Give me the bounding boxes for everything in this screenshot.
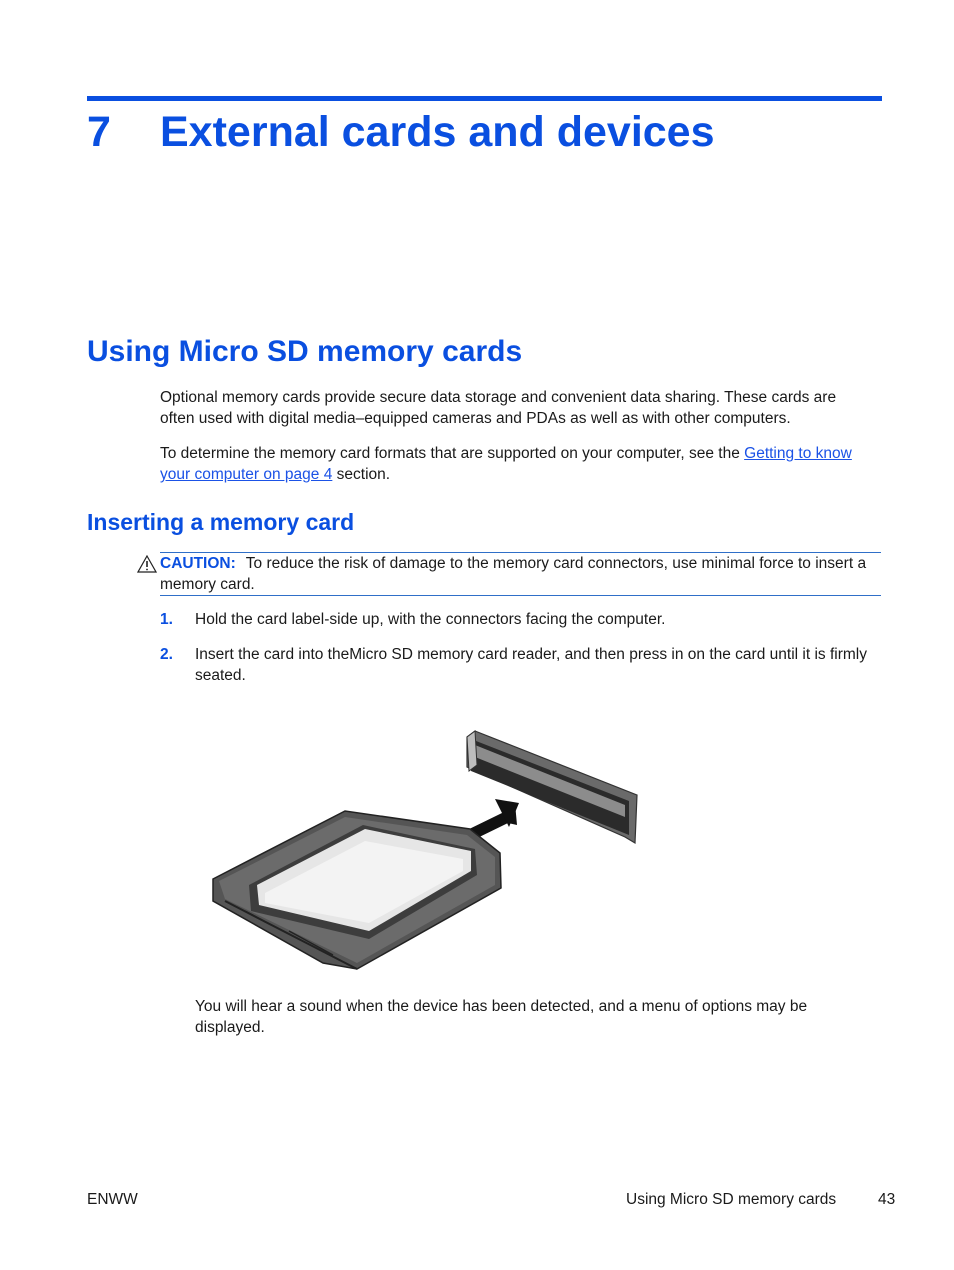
warning-triangle-icon [137, 555, 157, 573]
step-text: Insert the card into theMicro SD memory card reader, and then press in on the card until it is firmly seated. [195, 646, 867, 684]
memory-card-insertion-illustration [205, 725, 645, 975]
caution-label: CAUTION: [160, 555, 236, 572]
subsection-title: Inserting a memory card [87, 509, 355, 535]
formats-text-after: section. [332, 466, 391, 483]
chapter-rule [87, 96, 882, 101]
detection-note: You will hear a sound when the device has been detected, and a menu of options may be displayed. [195, 998, 808, 1036]
page-number: 43 [878, 1191, 896, 1208]
step-number: 2. [160, 646, 173, 663]
getting-to-know-link[interactable]: Getting to know your computer on page 4 [160, 445, 852, 483]
caution-box [137, 552, 881, 595]
section-title: Using Micro SD memory cards [87, 335, 523, 368]
caution-text [160, 553, 881, 595]
footer-section-name: Using Micro SD memory cards [626, 1191, 837, 1208]
formats-text-before: To determine the memory card formats that are supported on your computer, see the [160, 445, 745, 462]
step-text: Hold the card label-side up, with the connectors facing the computer. [195, 611, 666, 628]
caution-message: To reduce the risk of damage to the memory card connectors, use minimal force to insert a memory card. [160, 555, 867, 593]
footer-enww: ENWW [87, 1191, 138, 1208]
sd-card [213, 811, 501, 969]
chapter-title-text: External cards and devices [160, 108, 715, 156]
intro-paragraph: Optional memory cards provide secure data storage and convenient data sharing. These cards are often used with digital media–equipped cameras and PDAs as well as with other computers. [160, 389, 837, 427]
chapter-number: 7 [87, 108, 111, 156]
step-number: 1. [160, 611, 173, 628]
chapter-title [87, 104, 715, 160]
formats-paragraph [160, 443, 875, 485]
caution-bottom-rule [160, 595, 881, 596]
